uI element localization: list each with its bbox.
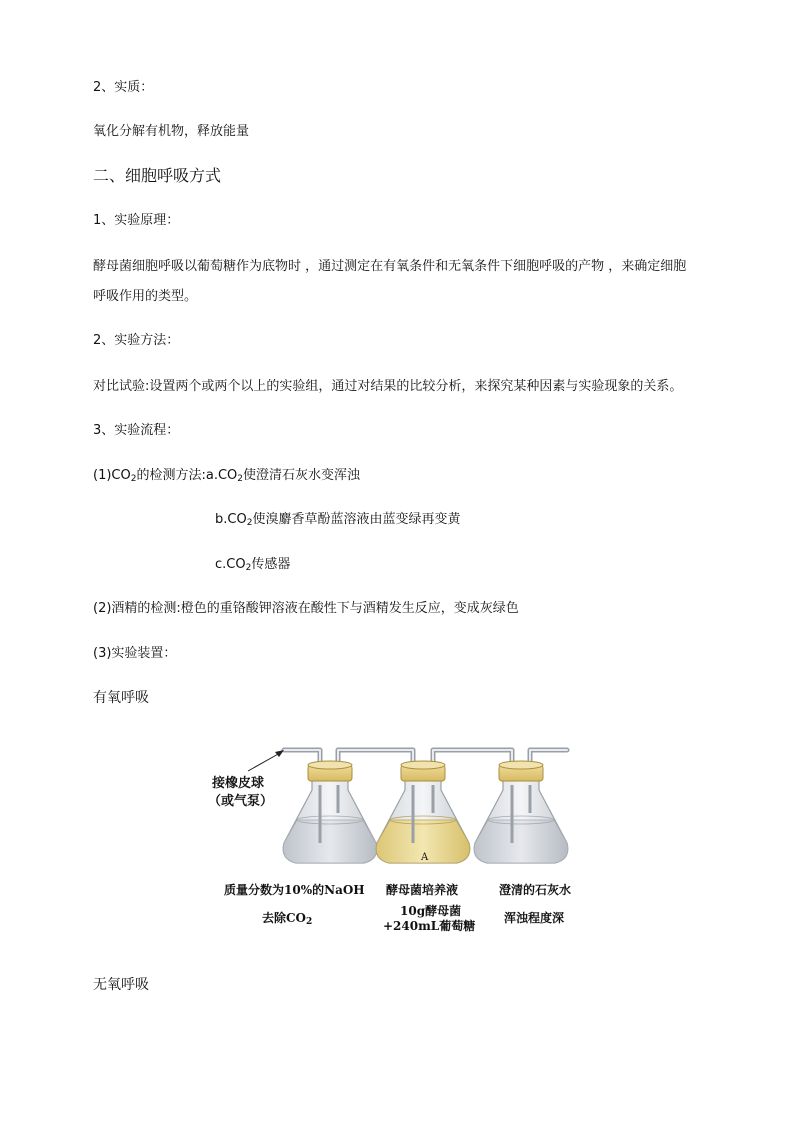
flask3-label-2: 浑浊程度深 [504,911,565,925]
principle-text-line-1: 酵母菌细胞呼吸以葡萄糖作为底物时 ，通过测定在有氧条件和无氧条件下细胞呼吸的产物 ，来确定细胞 [93,259,687,274]
flask-a-mark: A [421,852,429,863]
flask2-label-2: 10g酵母菌 [400,904,462,918]
aerobic-heading: 有氧呼吸 [93,690,149,706]
flask2-label-1: 酵母菌培养液 [386,883,459,897]
aerobic-apparatus-figure [200,735,620,940]
procedure-heading: 3、实验流程： [93,423,180,438]
method-heading: 2、实验方法： [93,333,180,348]
essence-text: 氧化分解有机物，释放能量 [93,124,250,139]
flask1-label-2: 去除$CO_2$ [262,911,313,927]
pump-label-line-2: （或气泵） [208,794,274,809]
co2-detection-c: $c.CO_2$传感器 [215,557,291,573]
anaerobic-heading: 无氧呼吸 [93,977,149,993]
flask1-label-1: 质量分数为10%的NaOH [224,883,365,897]
arrow-icon [248,750,284,771]
flask-limewater [474,761,568,863]
method-text: 对比试验:设置两个或两个以上的实验组，通过对结果的比较分析，来探究某种因素与实验现象的关系。 [93,379,683,394]
apparatus-heading: (3)实验装置： [93,646,177,661]
pump-label-line-1: 接橡皮球 [212,776,265,791]
flask-yeast [376,761,470,863]
flask3-label-1: 澄清的石灰水 [499,883,572,897]
flask2-label-3: +240mL葡萄糖 [383,919,476,933]
co2-detection-b: $b.CO_2$使溴麝香草酚蓝溶液由蓝变绿再变黄 [215,512,461,528]
principle-heading: 1、实验原理： [93,213,180,228]
section-title-respiration-mode: 二、细胞呼吸方式 [93,166,222,185]
section-essence-heading: 2、实质： [93,80,154,95]
principle-text-line-2: 呼吸作用的类型。 [93,289,198,304]
alcohol-detection-line: (2)酒精的检测:橙色的重铬酸钾溶液在酸性下与酒精发生反应，变成灰绿色 [93,601,519,616]
flask-naoh [283,761,377,863]
co2-detection-line: $(1)CO_2$的检测方法$:a.CO_2$使澄清石灰水变浑浊 [93,468,361,484]
